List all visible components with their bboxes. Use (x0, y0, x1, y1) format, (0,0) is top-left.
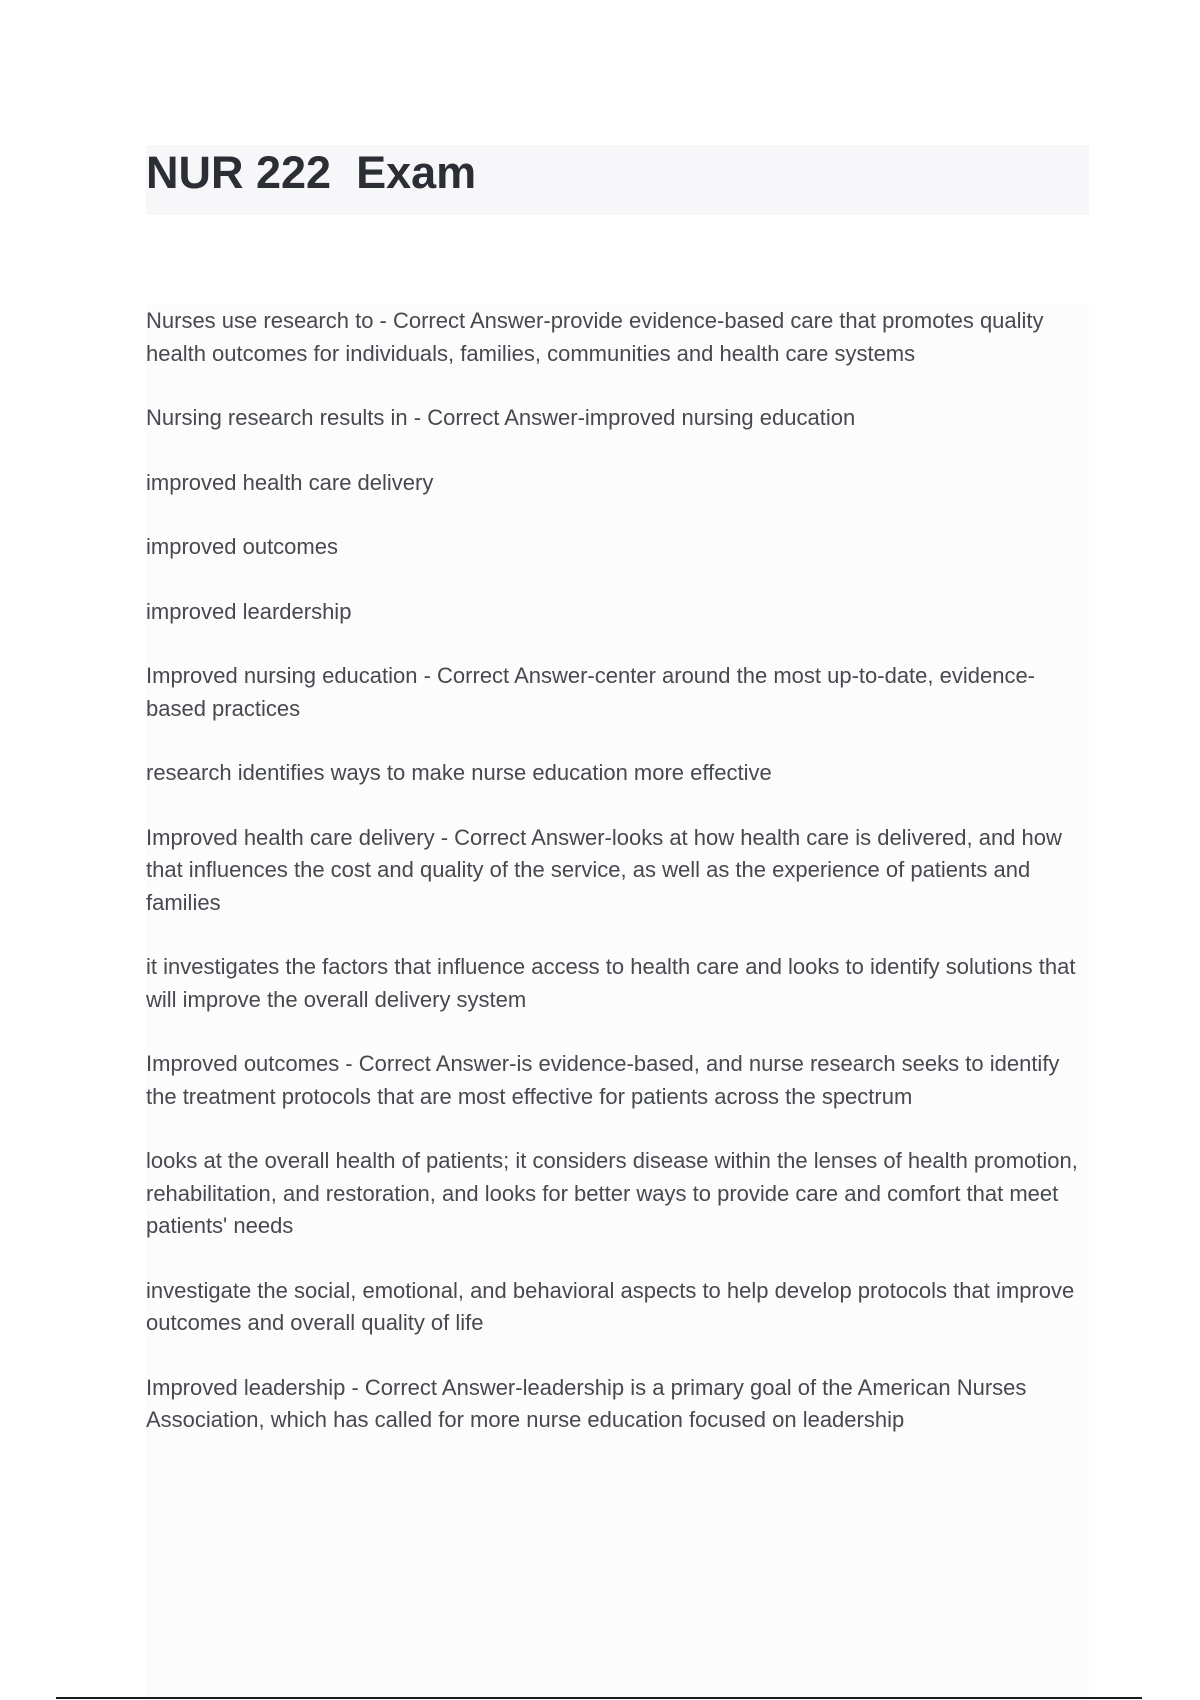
paragraph-care-delivery-detail: it investigates the factors that influence access to health care and looks to identify solutions that will improve the overall delivery system (146, 954, 1076, 1012)
paragraph-research-results: Nursing research results in - Correct Answer-improved nursing education (146, 405, 856, 430)
paragraph-care-delivery: Improved health care delivery - Correct Answer-looks at how health care is delivered, and how that influences the cost and quality of the service, as well as the experience of patients and families (146, 824, 1062, 915)
footer-divider (56, 1697, 1142, 1699)
paragraph-list-item: improved outcomes (146, 534, 338, 559)
paragraph-outcomes-detail: looks at the overall health of patients; it considers disease within the lenses of health promotion, rehabilitation, and restoration, and looks for better ways to provide care and comfort that meet patients' needs (146, 1148, 1078, 1238)
paragraph-outcomes: Improved outcomes - Correct Answer-is evidence-based, and nurse research seeks to identify the treatment protocols that are most effective for patients across the spectrum (146, 1051, 1060, 1109)
paragraph-research-use: Nurses use research to - Correct Answer-provide evidence-based care that promotes quality health outcomes for individuals, families, communities and health care systems (146, 308, 1044, 366)
paragraph-nursing-education: Improved nursing education - Correct Answer-center around the most up-to-date, evidence-based practices (146, 663, 1036, 721)
paragraph-leadership: Improved leadership - Correct Answer-leadership is a primary goal of the American Nurses Association, which has called for more nurse education focused on leadership (146, 1374, 1027, 1432)
paragraph-list-item: improved leardership (146, 598, 352, 624)
document-body (146, 305, 1089, 1700)
document-title: NUR 222 Exam (146, 147, 477, 198)
paragraph-outcomes-detail: investigate the social, emotional, and behavioral aspects to help develop protocols that improve outcomes and overall quality of life (146, 1277, 1075, 1335)
paragraph-list-item: improved health care delivery (146, 469, 434, 495)
paragraph-education-detail: research identifies ways to make nurse education more effective (146, 760, 772, 785)
